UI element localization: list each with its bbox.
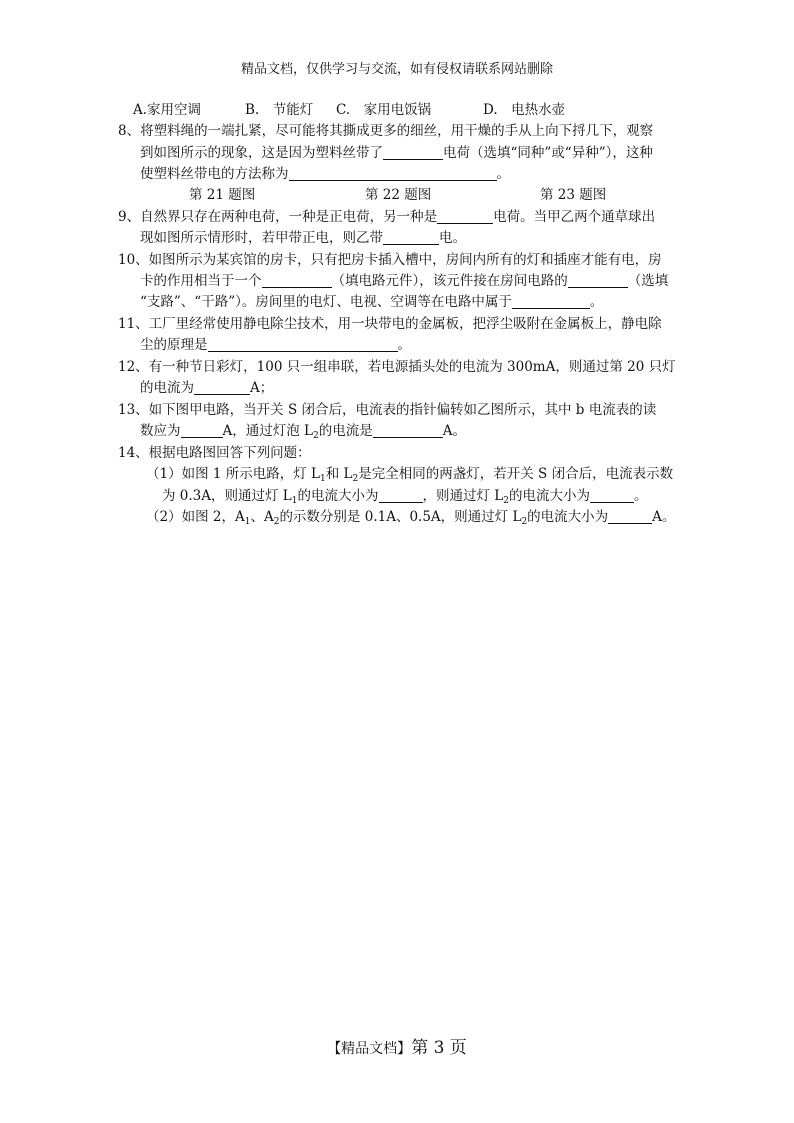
q14-text: 的电流大小为 bbox=[509, 488, 591, 504]
q8-line-3 bbox=[140, 164, 510, 186]
q8-text: 到如图所示的现象，这是因为塑料丝带了 bbox=[140, 145, 383, 161]
q14-subscript: 2 bbox=[273, 517, 280, 527]
q9-text: 电荷。当甲乙两个通草球出 bbox=[493, 209, 656, 225]
page-number: 第 3 页 bbox=[411, 1038, 467, 1058]
q9-text: 9、自然界只存在两种电荷，一种是正电荷，另一种是 bbox=[118, 209, 438, 225]
q13-text: 数应为 bbox=[140, 423, 181, 439]
q13-blank-l2-current[interactable] bbox=[373, 422, 443, 438]
q11-text: 。 bbox=[397, 337, 411, 353]
q13-line-1: 13、如下图甲电路，当开关 S 闭合后，电流表的指针偏转如乙图所示，其中 b 电流表的读 bbox=[118, 402, 657, 418]
q8-line-1: 8、将塑料绳的一端扎紧，尽可能将其撕成更多的细丝，用干燥的手从上向下捋几下，观察 bbox=[118, 123, 654, 139]
q7-option-c: C. 家用电饭锅 bbox=[336, 102, 432, 118]
q9-text: 电。 bbox=[439, 230, 466, 246]
q7-option-a: A.家用空调 bbox=[133, 102, 202, 118]
q14-text: 。 bbox=[634, 488, 648, 504]
q14-text: 的电流大小为 bbox=[297, 488, 379, 504]
q7-options bbox=[133, 100, 201, 122]
q14-subscript: 1 bbox=[244, 517, 251, 527]
q8-text: 。 bbox=[496, 166, 510, 182]
q10-text: 。 bbox=[589, 294, 604, 310]
q14-line-1: 14、根据电路图回答下列问题： bbox=[118, 445, 311, 461]
footer-tag: 【精品文档】 bbox=[327, 1041, 412, 1057]
q9-line-2 bbox=[140, 228, 466, 250]
q8-blank-method[interactable] bbox=[289, 165, 497, 181]
q14-text: A。 bbox=[652, 509, 676, 525]
q14-subscript: 2 bbox=[503, 496, 510, 506]
q14-subscript: 1 bbox=[291, 496, 298, 506]
q14-text: ，则通过灯 L bbox=[422, 488, 504, 504]
q14-text: （2）如图 2，A bbox=[146, 509, 245, 525]
q11-line-1: 11、工厂里经常使用静电除尘技术，用一块带电的金属板，把浮尘吸附在金属板上，静电除 bbox=[118, 316, 662, 332]
q14-text: 、A bbox=[250, 509, 274, 525]
q14-subscript: 2 bbox=[352, 474, 359, 484]
q8-line-2 bbox=[140, 143, 653, 165]
q14-blank-l2-current[interactable] bbox=[590, 487, 634, 503]
q7-option-d: D. 电热水壶 bbox=[483, 102, 566, 118]
q11-text: 尘的原理是 bbox=[140, 337, 208, 353]
q11-line-2 bbox=[140, 335, 411, 357]
q12-blank-current[interactable] bbox=[194, 379, 250, 395]
q14-blank-l1-current[interactable] bbox=[379, 487, 423, 503]
q13-text: 的电流是 bbox=[318, 423, 373, 439]
q10-line-3 bbox=[140, 292, 603, 314]
page-header-notice: 精品文档，仅供学习与交流，如有侵权请联系网站删除 bbox=[240, 62, 553, 77]
page-footer bbox=[0, 1033, 794, 1058]
q10-blank-component[interactable] bbox=[262, 272, 332, 288]
q12-text: A； bbox=[250, 380, 274, 396]
q14-text: 为 0.3A，则通过灯 L bbox=[162, 488, 292, 504]
q10-text: “支路”、“干路”）。房间里的电灯、电视、空调等在电路中属于 bbox=[140, 294, 512, 310]
q13-line-2 bbox=[140, 421, 466, 443]
q14-text: 和 L bbox=[325, 466, 353, 482]
q14-part2-line bbox=[146, 507, 675, 529]
q9-blank-charge[interactable] bbox=[437, 208, 493, 224]
q13-text: A。 bbox=[442, 423, 466, 439]
q8-text: 使塑料丝带电的方法称为 bbox=[140, 166, 289, 182]
q14-text: 是完全相同的两盏灯，若开关 S 闭合后，电流表示数 bbox=[358, 466, 674, 482]
q12-text: 的电流为 bbox=[140, 380, 194, 396]
q10-text: 卡的作用相当于一个 bbox=[140, 273, 262, 289]
figure-label-21: 第 21 题图 bbox=[189, 187, 256, 203]
q14-blank-fig2-l2-current[interactable] bbox=[608, 508, 652, 524]
q10-blank-connection[interactable] bbox=[512, 293, 590, 309]
q9-text: 现如图所示情形时，若甲带正电，则乙带 bbox=[140, 230, 383, 246]
q12-line-1: 12、有一种节日彩灯，100 只一组串联，若电源插头处的电流为 300mA，则通过第 20 只灯 bbox=[118, 359, 676, 375]
figure-label-22: 第 22 题图 bbox=[365, 187, 432, 203]
q9-blank-b-charge[interactable] bbox=[383, 229, 439, 245]
q9-line-1 bbox=[118, 207, 655, 229]
q13-blank-reading[interactable] bbox=[181, 422, 223, 438]
q10-line-1: 10、如图所示为某宾馆的房卡，只有把房卡插入槽中，房间内所有的灯和插座才能有电，房 bbox=[118, 252, 662, 268]
q14-part1-line-2 bbox=[162, 486, 648, 508]
q14-subscript: 1 bbox=[320, 474, 326, 484]
q11-blank-principle[interactable] bbox=[208, 336, 398, 352]
q7-option-b: B. 节能灯 bbox=[245, 102, 314, 118]
q14-subscript: 2 bbox=[521, 517, 528, 527]
q8-blank-charge-type[interactable] bbox=[383, 144, 443, 160]
q14-part1-line-1 bbox=[146, 464, 673, 486]
q13-text: A，通过灯泡 L bbox=[222, 423, 314, 439]
q10-text: （填电路元件），该元件接在房间电路的 bbox=[331, 273, 568, 289]
q8-text: 电荷（选填“同种”或“异种”），这种 bbox=[443, 145, 653, 161]
figure-label-23: 第 23 题图 bbox=[540, 187, 607, 203]
q10-blank-branch[interactable] bbox=[568, 272, 628, 288]
q10-text: （选填 bbox=[627, 273, 669, 289]
q10-line-2 bbox=[140, 271, 668, 293]
q12-line-2 bbox=[140, 378, 273, 400]
q14-text: 的电流大小为 bbox=[527, 509, 609, 525]
q14-text: 的示数分别是 0.1A、0.5A，则通过灯 L bbox=[279, 509, 522, 525]
q13-subscript: 2 bbox=[313, 431, 319, 441]
q14-text: （1）如图 1 所示电路，灯 L bbox=[146, 466, 321, 482]
